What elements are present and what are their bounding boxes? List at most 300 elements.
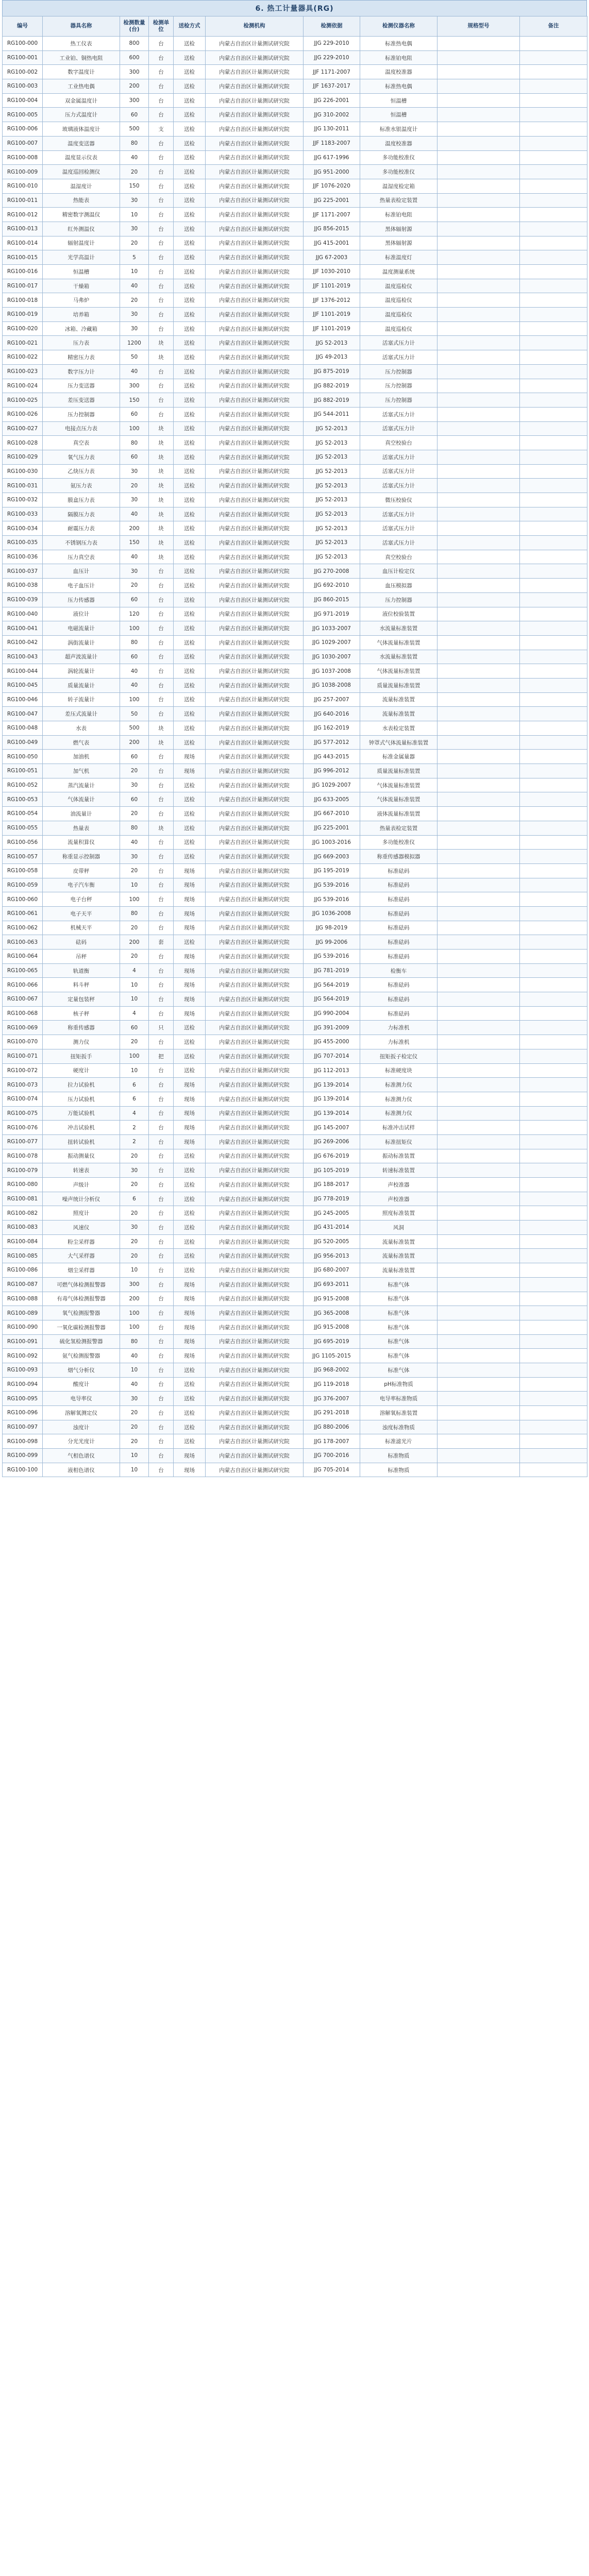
- table-body: [3, 37, 587, 1477]
- cell-code: RG100-016: [3, 265, 43, 279]
- cell-instrument: 多功能校准仪: [360, 165, 437, 179]
- table-row: [3, 1134, 587, 1149]
- cell-code: RG100-030: [3, 464, 43, 479]
- cell-agency: 内蒙古自治区计量测试研究院: [206, 921, 304, 935]
- cell-note: [520, 450, 587, 464]
- cell-unit: 台: [149, 650, 174, 664]
- cell-instrument: 活塞式压力计: [360, 450, 437, 464]
- cell-note: [520, 1035, 587, 1049]
- cell-qty: 10: [120, 1463, 149, 1477]
- table-row: [3, 892, 587, 907]
- cell-basis: JJG 52-2013: [304, 521, 360, 536]
- cell-spec: [437, 1221, 520, 1235]
- cell-note: [520, 379, 587, 393]
- table-row: [3, 1406, 587, 1420]
- cell-qty: 50: [120, 707, 149, 721]
- cell-agency: 内蒙古自治区计量测试研究院: [206, 1349, 304, 1363]
- table-row: [3, 65, 587, 79]
- cell-name: 液相色谱仪: [43, 1463, 120, 1477]
- cell-name: 隔膜压力表: [43, 507, 120, 521]
- cell-qty: 150: [120, 393, 149, 408]
- cell-code: RG100-003: [3, 79, 43, 94]
- table-row: [3, 165, 587, 179]
- cell-code: RG100-099: [3, 1449, 43, 1463]
- cell-spec: [437, 193, 520, 208]
- cell-code: RG100-024: [3, 379, 43, 393]
- cell-method: 送检: [174, 193, 206, 208]
- cell-code: RG100-074: [3, 1092, 43, 1106]
- cell-spec: [437, 150, 520, 165]
- cell-basis: JJG 188-2017: [304, 1178, 360, 1192]
- cell-unit: 台: [149, 179, 174, 193]
- cell-spec: [437, 236, 520, 250]
- cell-note: [520, 921, 587, 935]
- cell-basis: JJG 695-2019: [304, 1334, 360, 1349]
- cell-code: RG100-077: [3, 1134, 43, 1149]
- cell-spec: [437, 1234, 520, 1249]
- cell-spec: [437, 1349, 520, 1363]
- cell-code: RG100-033: [3, 507, 43, 521]
- cell-qty: 80: [120, 821, 149, 835]
- cell-code: RG100-089: [3, 1306, 43, 1320]
- cell-spec: [437, 79, 520, 94]
- cell-code: RG100-092: [3, 1349, 43, 1363]
- cell-unit: 台: [149, 1406, 174, 1420]
- cell-unit: 台: [149, 635, 174, 650]
- cell-spec: [437, 436, 520, 450]
- cell-method: 送检: [174, 208, 206, 222]
- cell-method: 送检: [174, 1249, 206, 1263]
- cell-basis: JJG 915-2008: [304, 1320, 360, 1334]
- table-row: [3, 450, 587, 464]
- cell-name: 辐射温度计: [43, 236, 120, 250]
- cell-name: 有毒气体检测报警器: [43, 1292, 120, 1306]
- cell-instrument: 标准热电偶: [360, 37, 437, 51]
- cell-name: 马弗炉: [43, 293, 120, 308]
- cell-agency: 内蒙古自治区计量测试研究院: [206, 1063, 304, 1078]
- cell-qty: 10: [120, 1363, 149, 1377]
- cell-name: 精密数字测温仪: [43, 208, 120, 222]
- cell-name: 加气机: [43, 764, 120, 778]
- cell-spec: [437, 664, 520, 679]
- cell-name: 温湿度计: [43, 179, 120, 193]
- cell-unit: 台: [149, 664, 174, 679]
- cell-agency: 内蒙古自治区计量测试研究院: [206, 1463, 304, 1477]
- table-row: [3, 293, 587, 308]
- cell-basis: JJF 1030-2010: [304, 265, 360, 279]
- cell-code: RG100-053: [3, 792, 43, 807]
- cell-spec: [437, 935, 520, 950]
- cell-note: [520, 579, 587, 593]
- cell-basis: JJG 680-2007: [304, 1263, 360, 1278]
- cell-name: 氧气压力表: [43, 450, 120, 464]
- cell-qty: 40: [120, 507, 149, 521]
- cell-basis: JJG 245-2005: [304, 1206, 360, 1221]
- cell-instrument: 气体流量标准装置: [360, 635, 437, 650]
- table-row: [3, 963, 587, 978]
- cell-spec: [437, 250, 520, 265]
- cell-agency: 内蒙古自治区计量测试研究院: [206, 1049, 304, 1063]
- cell-note: [520, 393, 587, 408]
- cell-agency: 内蒙古自治区计量测试研究院: [206, 165, 304, 179]
- cell-spec: [437, 1306, 520, 1320]
- cell-basis: JJG 539-2016: [304, 878, 360, 892]
- cell-method: 送检: [174, 1420, 206, 1434]
- cell-unit: 块: [149, 336, 174, 350]
- cell-agency: 内蒙古自治区计量测试研究院: [206, 1192, 304, 1206]
- cell-unit: 台: [149, 1392, 174, 1406]
- cell-spec: [437, 950, 520, 964]
- page: [2, 0, 587, 1477]
- table-row: [3, 807, 587, 821]
- cell-note: [520, 493, 587, 507]
- cell-unit: 台: [149, 592, 174, 607]
- cell-basis: JJG 692-2010: [304, 579, 360, 593]
- cell-name: 恒温槽: [43, 265, 120, 279]
- cell-instrument: 标准砝码: [360, 878, 437, 892]
- cell-qty: 30: [120, 778, 149, 792]
- cell-unit: 台: [149, 279, 174, 293]
- cell-unit: 台: [149, 407, 174, 421]
- cell-agency: 内蒙古自治区计量测试研究院: [206, 792, 304, 807]
- cell-spec: [437, 863, 520, 878]
- cell-code: RG100-085: [3, 1249, 43, 1263]
- cell-instrument: 称重传感器模拟器: [360, 850, 437, 864]
- cell-name: 差压变送器: [43, 393, 120, 408]
- cell-code: RG100-044: [3, 664, 43, 679]
- cell-note: [520, 1049, 587, 1063]
- cell-agency: 内蒙古自治区计量测试研究院: [206, 421, 304, 436]
- table-row: [3, 764, 587, 778]
- cell-agency: 内蒙古自治区计量测试研究院: [206, 750, 304, 764]
- cell-method: 送检: [174, 250, 206, 265]
- cell-name: 浊度计: [43, 1420, 120, 1434]
- cell-qty: 10: [120, 1063, 149, 1078]
- cell-basis: JJG 52-2013: [304, 436, 360, 450]
- cell-instrument: 水流量标准装置: [360, 650, 437, 664]
- cell-spec: [437, 1463, 520, 1477]
- cell-qty: 300: [120, 93, 149, 108]
- cell-qty: 80: [120, 906, 149, 921]
- cell-code: RG100-011: [3, 193, 43, 208]
- cell-agency: 内蒙古自治区计量测试研究院: [206, 892, 304, 907]
- cell-code: RG100-017: [3, 279, 43, 293]
- cell-code: RG100-071: [3, 1049, 43, 1063]
- cell-instrument: 标准砝码: [360, 892, 437, 907]
- cell-unit: 台: [149, 750, 174, 764]
- cell-qty: 5: [120, 250, 149, 265]
- cell-note: [520, 1320, 587, 1334]
- table-row: [3, 122, 587, 137]
- cell-note: [520, 692, 587, 707]
- header-row: [3, 16, 587, 37]
- table-row: [3, 850, 587, 864]
- cell-basis: JJG 291-2018: [304, 1406, 360, 1420]
- cell-name: 热能表: [43, 193, 120, 208]
- cell-instrument: 血压模拟器: [360, 579, 437, 593]
- cell-agency: 内蒙古自治区计量测试研究院: [206, 336, 304, 350]
- cell-instrument: 流量标准装置: [360, 1263, 437, 1278]
- cell-unit: 块: [149, 550, 174, 564]
- cell-name: 电导率仪: [43, 1392, 120, 1406]
- cell-spec: [437, 1121, 520, 1135]
- cell-qty: 20: [120, 1406, 149, 1420]
- cell-note: [520, 878, 587, 892]
- cell-spec: [437, 1392, 520, 1406]
- cell-method: 送检: [174, 1263, 206, 1278]
- cell-qty: 300: [120, 65, 149, 79]
- cell-qty: 20: [120, 1434, 149, 1449]
- cell-instrument: 气体流量标准装置: [360, 792, 437, 807]
- cell-instrument: 标准砝码: [360, 978, 437, 992]
- cell-agency: 内蒙古自治区计量测试研究院: [206, 935, 304, 950]
- cell-method: 送检: [174, 236, 206, 250]
- cell-code: RG100-067: [3, 992, 43, 1007]
- table-row: [3, 750, 587, 764]
- cell-unit: 台: [149, 963, 174, 978]
- cell-qty: 80: [120, 136, 149, 150]
- cell-basis: JJG 1003-2016: [304, 835, 360, 850]
- cell-note: [520, 364, 587, 379]
- cell-spec: [437, 963, 520, 978]
- cell-name: 轨道衡: [43, 963, 120, 978]
- cell-name: 定量包装秤: [43, 992, 120, 1007]
- cell-method: 现场: [174, 1306, 206, 1320]
- table-row: [3, 1006, 587, 1021]
- table-row: [3, 1363, 587, 1377]
- cell-name: 电子天平: [43, 906, 120, 921]
- cell-note: [520, 1292, 587, 1306]
- cell-name: 氨压力表: [43, 479, 120, 493]
- cell-qty: 30: [120, 308, 149, 322]
- cell-basis: JJG 52-2013: [304, 550, 360, 564]
- cell-code: RG100-009: [3, 165, 43, 179]
- cell-name: 氧气检测报警器: [43, 1306, 120, 1320]
- cell-instrument: 标准气体: [360, 1277, 437, 1292]
- cell-unit: 台: [149, 1463, 174, 1477]
- cell-agency: 内蒙古自治区计量测试研究院: [206, 621, 304, 636]
- cell-name: 冲击试验机: [43, 1121, 120, 1135]
- cell-name: 质量流量计: [43, 678, 120, 692]
- cell-method: 送检: [174, 507, 206, 521]
- cell-name: 双金属温度计: [43, 93, 120, 108]
- cell-unit: 台: [149, 1092, 174, 1106]
- cell-method: 送检: [174, 621, 206, 636]
- cell-name: 机械天平: [43, 921, 120, 935]
- cell-note: [520, 1392, 587, 1406]
- cell-spec: [437, 592, 520, 607]
- cell-method: 送检: [174, 1149, 206, 1163]
- cell-method: 送检: [174, 222, 206, 236]
- cell-unit: 台: [149, 707, 174, 721]
- cell-unit: 台: [149, 1449, 174, 1463]
- cell-qty: 120: [120, 607, 149, 621]
- cell-basis: JJG 112-2013: [304, 1063, 360, 1078]
- cell-spec: [437, 1320, 520, 1334]
- cell-spec: [437, 1049, 520, 1063]
- cell-agency: 内蒙古自治区计量测试研究院: [206, 835, 304, 850]
- cell-spec: [437, 1078, 520, 1092]
- cell-name: 测力仪: [43, 1035, 120, 1049]
- cell-unit: 台: [149, 807, 174, 821]
- cell-basis: JJG 667-2010: [304, 807, 360, 821]
- cell-spec: [437, 621, 520, 636]
- cell-instrument: 标准滤光片: [360, 1434, 437, 1449]
- table-row: [3, 1049, 587, 1063]
- cell-method: 送检: [174, 678, 206, 692]
- cell-basis: JJG 145-2007: [304, 1121, 360, 1135]
- table-row: [3, 664, 587, 679]
- cell-qty: 100: [120, 892, 149, 907]
- cell-note: [520, 1092, 587, 1106]
- cell-name: 耐震压力表: [43, 521, 120, 536]
- cell-method: 送检: [174, 592, 206, 607]
- cell-note: [520, 735, 587, 750]
- cell-method: 送检: [174, 935, 206, 950]
- cell-spec: [437, 393, 520, 408]
- cell-basis: JJG 990-2004: [304, 1006, 360, 1021]
- cell-instrument: 标准铂电阻: [360, 50, 437, 65]
- cell-instrument: 真空校验台: [360, 550, 437, 564]
- cell-unit: 台: [149, 1163, 174, 1178]
- cell-unit: 台: [149, 1334, 174, 1349]
- cell-note: [520, 265, 587, 279]
- cell-unit: 台: [149, 1249, 174, 1263]
- cell-spec: [437, 421, 520, 436]
- cell-name: 料斗秤: [43, 978, 120, 992]
- cell-method: 送检: [174, 1377, 206, 1392]
- cell-instrument: 标准气体: [360, 1292, 437, 1306]
- cell-instrument: 照度标准装置: [360, 1206, 437, 1221]
- cell-agency: 内蒙古自治区计量测试研究院: [206, 1149, 304, 1163]
- table-row: [3, 364, 587, 379]
- cell-qty: 200: [120, 935, 149, 950]
- cell-code: RG100-087: [3, 1277, 43, 1292]
- cell-name: 称重传感器: [43, 1021, 120, 1035]
- table-row: [3, 1035, 587, 1049]
- cell-note: [520, 208, 587, 222]
- cell-instrument: 温度巡检仪: [360, 321, 437, 336]
- cell-spec: [437, 1178, 520, 1192]
- cell-name: 冰箱、冷藏箱: [43, 321, 120, 336]
- table-row: [3, 863, 587, 878]
- cell-qty: 6: [120, 1078, 149, 1092]
- cell-note: [520, 222, 587, 236]
- cell-basis: JJG 781-2019: [304, 963, 360, 978]
- cell-code: RG100-055: [3, 821, 43, 835]
- cell-agency: 内蒙古自治区计量测试研究院: [206, 1234, 304, 1249]
- cell-spec: [437, 464, 520, 479]
- cell-name: 气体流量计: [43, 792, 120, 807]
- table-row: [3, 792, 587, 807]
- cell-code: RG100-070: [3, 1035, 43, 1049]
- cell-agency: 内蒙古自治区计量测试研究院: [206, 1377, 304, 1392]
- table-row: [3, 678, 587, 692]
- cell-note: [520, 1234, 587, 1249]
- cell-unit: 块: [149, 521, 174, 536]
- cell-spec: [437, 379, 520, 393]
- cell-basis: JJF 1183-2007: [304, 136, 360, 150]
- cell-basis: JJG 1037-2008: [304, 664, 360, 679]
- cell-agency: 内蒙古自治区计量测试研究院: [206, 464, 304, 479]
- cell-unit: 台: [149, 692, 174, 707]
- cell-note: [520, 821, 587, 835]
- cell-unit: 台: [149, 878, 174, 892]
- cell-agency: 内蒙古自治区计量测试研究院: [206, 1420, 304, 1434]
- cell-basis: JJF 1171-2007: [304, 208, 360, 222]
- cell-qty: 30: [120, 1221, 149, 1235]
- cell-note: [520, 564, 587, 579]
- cell-method: 送检: [174, 1192, 206, 1206]
- cell-code: RG100-064: [3, 950, 43, 964]
- cell-method: 送检: [174, 1234, 206, 1249]
- table-row: [3, 1078, 587, 1092]
- cell-instrument: 温度巡检仪: [360, 308, 437, 322]
- cell-unit: 台: [149, 1206, 174, 1221]
- cell-spec: [437, 992, 520, 1007]
- cell-instrument: 标准砝码: [360, 950, 437, 964]
- cell-note: [520, 479, 587, 493]
- cell-basis: JJG 633-2005: [304, 792, 360, 807]
- cell-qty: 10: [120, 1449, 149, 1463]
- cell-qty: 60: [120, 1021, 149, 1035]
- cell-method: 送检: [174, 1021, 206, 1035]
- cell-qty: 20: [120, 1178, 149, 1192]
- table-row: [3, 607, 587, 621]
- cell-code: RG100-038: [3, 579, 43, 593]
- cell-basis: JJG 139-2014: [304, 1106, 360, 1121]
- cell-note: [520, 1434, 587, 1449]
- cell-basis: JJG 415-2001: [304, 236, 360, 250]
- cell-instrument: 液位校验装置: [360, 607, 437, 621]
- cell-name: 热工仪表: [43, 37, 120, 51]
- cell-agency: 内蒙古自治区计量测试研究院: [206, 222, 304, 236]
- cell-agency: 内蒙古自治区计量测试研究院: [206, 1292, 304, 1306]
- cell-code: RG100-047: [3, 707, 43, 721]
- cell-unit: 台: [149, 1420, 174, 1434]
- cell-code: RG100-045: [3, 678, 43, 692]
- cell-unit: 台: [149, 1292, 174, 1306]
- cell-basis: JJG 52-2013: [304, 450, 360, 464]
- cell-instrument: 温湿度检定箱: [360, 179, 437, 193]
- cell-name: 数字压力计: [43, 364, 120, 379]
- cell-method: 送检: [174, 479, 206, 493]
- cell-note: [520, 1134, 587, 1149]
- cell-basis: JJF 1376-2012: [304, 293, 360, 308]
- cell-name: 压力表: [43, 336, 120, 350]
- cell-unit: 台: [149, 79, 174, 94]
- cell-qty: 30: [120, 222, 149, 236]
- cell-unit: 块: [149, 464, 174, 479]
- cell-note: [520, 536, 587, 550]
- cell-unit: 台: [149, 1363, 174, 1377]
- cell-spec: [437, 450, 520, 464]
- cell-instrument: 活塞式压力计: [360, 464, 437, 479]
- cell-spec: [437, 1249, 520, 1263]
- cell-qty: 20: [120, 764, 149, 778]
- cell-note: [520, 236, 587, 250]
- cell-unit: 台: [149, 93, 174, 108]
- cell-agency: 内蒙古自治区计量测试研究院: [206, 863, 304, 878]
- cell-instrument: 标准物质: [360, 1463, 437, 1477]
- cell-qty: 100: [120, 1320, 149, 1334]
- cell-instrument: 质量流量标准装置: [360, 764, 437, 778]
- cell-note: [520, 906, 587, 921]
- cell-agency: 内蒙古自治区计量测试研究院: [206, 550, 304, 564]
- cell-code: RG100-076: [3, 1121, 43, 1135]
- cell-note: [520, 892, 587, 907]
- cell-note: [520, 963, 587, 978]
